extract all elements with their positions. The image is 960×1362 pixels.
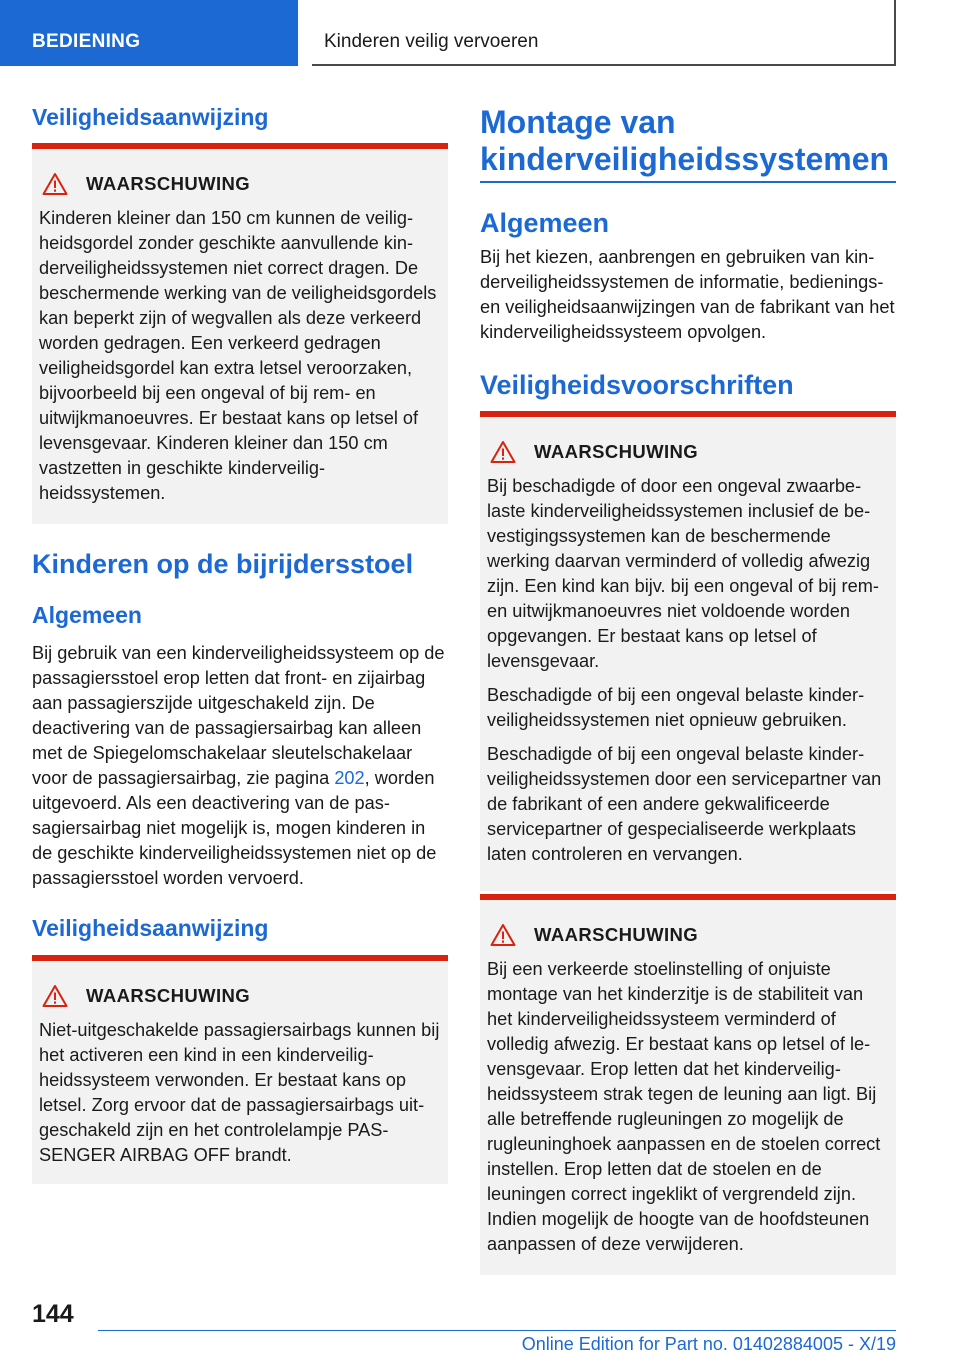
warning-header: [490, 439, 698, 465]
warning-text: [487, 474, 890, 876]
safety-heading-top: Veiligheidsaanwijzing: [32, 104, 269, 130]
warning-paragraph: Bij een verkeerde stoelinstelling of onjuiste montage van het kinderzitje is de stabiliteit van het kinderveiligheidssysteem verminderd of volledig afwezig. Er bestaat kans op letsel of levensgevaar. Erop letten dat het kinderveiligheidssysteem strak tegen de leuning aan ligt. Bij alle betreffende rugleuningen zo mogelijk de rugleuninghoek aanpassen en de stoelen correct instellen. Erop letten dat de stoelen en de leuningen correct ingeklikt of vergrendeld zijn. Indien mogelijk de hoogte van de hoofdsteunen aanpassen of deze verwijderen.: [487, 959, 881, 1254]
intro-paragraph: Bij het kiezen, aanbrengen en gebruiken van kinderveiligheidssystemen de informatie, bedienings- en veiligheidsaanwijzingen van de fabrikant van het kinderveiligheidssysteem opvolgen.: [480, 247, 895, 342]
warning-text: [487, 957, 890, 1266]
subsection-general: Algemeen: [32, 602, 142, 628]
warning-paragraph: Niet-uitgeschakelde passagiersairbags kunnen bij het activeren een kind in een kinderveiligheidssysteem verwonden. Er bestaat kans op letsel. Zorg ervoor dat de passagiersairbags uitgeschakeld zijn en het controlelampje PASSENGER AIRBAG OFF brandt.: [39, 1020, 440, 1165]
chapter-tab: [312, 0, 896, 66]
warning-title: WAARSCHUWING: [86, 985, 251, 1006]
section-title-passenger-seat: Kinderen op de bijrijdersstoel: [32, 549, 414, 579]
airbag-text-1: Bij gebruik van een kinderveiligheidssysteem op de passagiersstoel erop letten dat front- en zijairbag aan passagierszijde uitgeschakeld zijn. De deactivering van de passagiersairbag kan alleen met de Spiegelomschakelaar sleutelschakelaar voor de passagiersairbag, zie pagina: [32, 643, 445, 788]
warning-box-child-belt: [32, 143, 448, 524]
warning-triangle-icon: [42, 984, 68, 1008]
chapter-label: Kinderen veilig vervoeren: [324, 31, 539, 52]
airbag-paragraph: [32, 641, 448, 891]
safety-heading-bottom: Veiligheidsaanwijzing: [32, 915, 269, 941]
page-number: 144: [32, 1300, 74, 1328]
airbag-text-2: , worden uitgevoerd. Als een deactivering van de passagiersairbag niet mogelijk is, mogen kinderen in de geschikte kinderveiligheidssystemen niet op de passagiersstoel worden vervoerd.: [32, 768, 437, 888]
warning-text: [39, 206, 442, 515]
page-reference-link[interactable]: 202: [334, 768, 365, 788]
warning-title: WAARSCHUWING: [534, 924, 699, 945]
title-underline: [480, 181, 896, 183]
page-header: [0, 0, 960, 66]
warning-paragraph-2: Beschadigde of bij een ongeval belaste kinderveiligheidssystemen niet opnieuw gebruiken.: [487, 685, 865, 730]
safety-rules-heading: Veiligheidsvoorschriften: [480, 370, 794, 400]
edition-note: Online Edition for Part no. 01402884005 - X/19: [521, 1334, 896, 1354]
warning-title: WAARSCHUWING: [86, 173, 251, 194]
warning-triangle-icon: [42, 172, 68, 196]
subsection-general-right: Algemeen: [480, 208, 610, 238]
section-tab: [0, 0, 298, 66]
warning-triangle-icon: [490, 440, 516, 464]
warning-box-seat-adjustment: [480, 894, 896, 1275]
warning-paragraph: Kinderen kleiner dan 150 cm kunnen de veiligheidsgordel zonder geschikte aanvullende kinderveiligheidssystemen niet correct dragen. De beschermende werking van de veiligheidsgordels kan beperkt zijn of wegvallen als deze verkeerd worden gedragen. Een verkeerd gedragen veiligheidsgordel kan extra letsel veroorzaken, bijvoorbeeld bij een ongeval of bij rem- en uitwijkmanoeuvres. Er bestaat kans op letsel of levensgevaar. Kinderen kleiner dan 150 cm vastzetten in geschikte kinderveiligheidssystemen.: [39, 208, 437, 503]
warning-paragraph-1: Bij beschadigde of door een ongeval zwaarbelaste kinderveiligheidssystemen inclusief de bevestigingssystemen kan de beschermende werking daarvan verminderd of volledig afwezig zijn. Een kind kan bijv. bij een ongeval of bij rem- en uitwijkmanoeuvres niet voldoende worden opgevangen. Er bestaat kans op letsel of levensgevaar.: [487, 476, 879, 671]
footer-divider: [98, 1330, 896, 1331]
warning-box-damaged-systems: [480, 411, 896, 891]
warning-triangle-icon: [490, 923, 516, 947]
section-label: BEDIENING: [32, 31, 141, 52]
warning-header: [42, 983, 250, 1009]
warning-title: WAARSCHUWING: [534, 441, 699, 462]
warning-header: [490, 922, 698, 948]
warning-box-airbag: [32, 955, 448, 1184]
warning-header: [42, 171, 250, 197]
warning-paragraph-3: Beschadigde of bij een ongeval belaste kinderveiligheidssystemen door een servicepartner van de fabrikant of een andere gekwalificeerde servicepartner of gespecialiseerde werkplaats laten controleren en vervangen.: [487, 744, 882, 864]
warning-text: [39, 1018, 442, 1177]
main-title-installation: Montage van kinderveiligheidssystemen: [480, 104, 890, 177]
